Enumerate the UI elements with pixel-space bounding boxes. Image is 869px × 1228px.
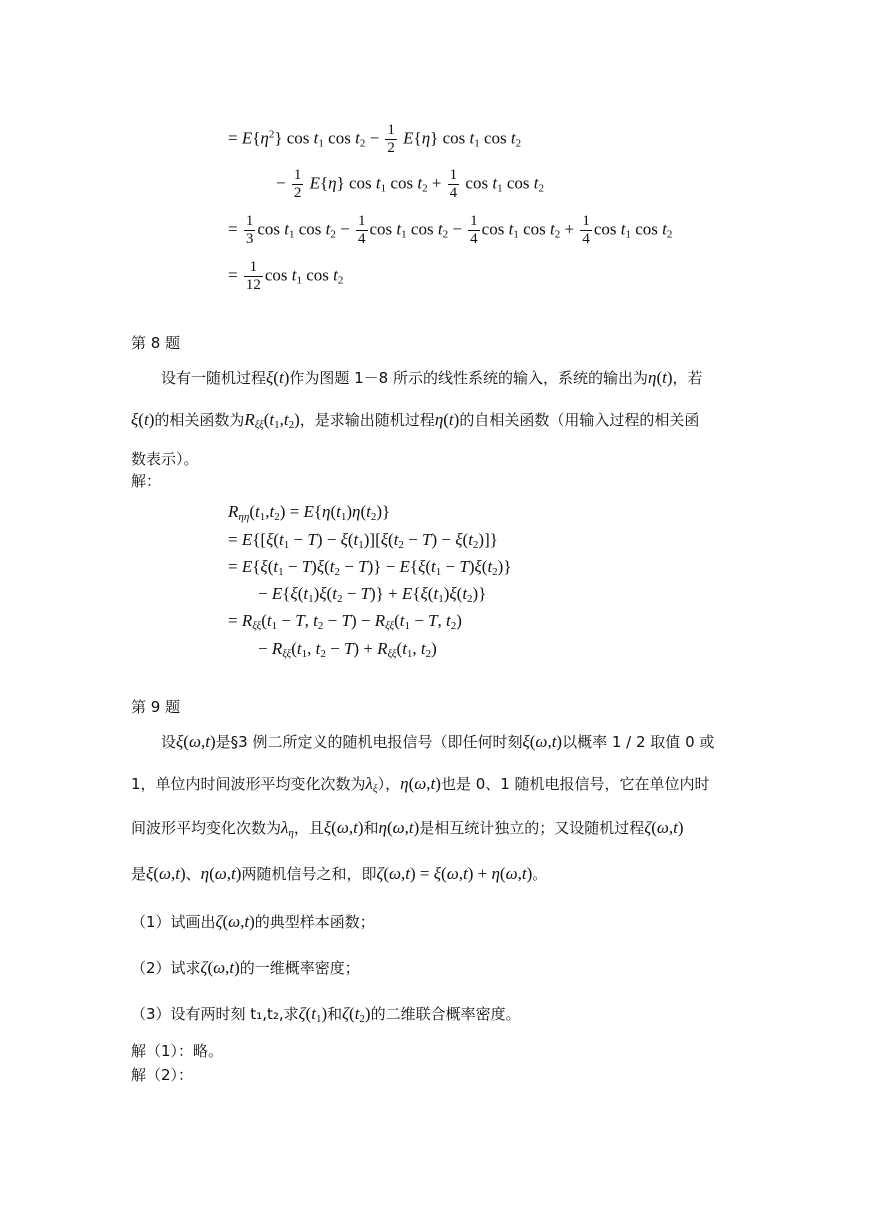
q8-eq-1: $R_{\eta\eta}(t_1,t_2) = E\{\eta(t_1)\eta(t_2)\}$ [228, 502, 391, 523]
q9-item-3: （3）设有两时刻 t₁,t₂,求$\zeta(t_1)$和$\zeta(t_2)$的二维联合概率密度。 [131, 1004, 521, 1025]
q9-para-line-4: 是ξ(ω,t)、η(ω,t)两随机信号之和，即ζ(ω,t) = ξ(ω,t) + η(ω,t)。 [131, 864, 548, 883]
q7-eq-line-1: = $E\{\eta^2\}$ $\cos t_1$ $\cos t_2$ − $\frac{1}{2}$ E{η} $\cos t_1$ $\cos t_2$ [228, 122, 522, 156]
q8-para-line-3: 数表示）。 [131, 450, 199, 468]
q9-para-line-1: 设ξ(ω,t)是§3 例二所定义的随机电报信号（即任何时刻ξ(ω,t)以概率 1 / 2 取值 0 或 [161, 732, 715, 751]
q8-heading: 第 8 题 [131, 334, 181, 352]
q8-eq-3: = $E\{\xi(t_1 - T)\xi(t_2 - T)\} - E\{\xi(t_1 - T)\xi(t_2)\}$ [228, 557, 512, 578]
q8-eq-6: − $R_{\xi\xi}(t_1$, $t_2 - T) + R_{\xi\xi}(t_1$, $t_2$) [258, 639, 437, 660]
q9-item-1: （1）试画出ζ(ω,t)的典型样本函数； [131, 912, 375, 931]
q7-eq-line-2: − $\frac{1}{2}$ E{η} $\cos t_1$ $\cos t_2$ + $\frac{1}{4}$ $\cos t_1$ $\cos t_2$ [276, 167, 544, 201]
q9-heading: 第 9 题 [131, 698, 181, 716]
q7-eq-line-4: = $\frac{1}{12}$ $\cos t_1$ $\cos t_2$ [228, 259, 344, 293]
q9-solution-1: 解（1）：略。 [131, 1042, 224, 1060]
q9-para-line-2: 1，单位内时间波形平均变化次数为$\lambda_\xi$），η(ω,t)也是 0、1 随机电报信号，它在单位内时 [131, 774, 710, 795]
q7-eq-line-3: = $\frac{1}{3}$ $\cos t_1$ $\cos t_2$ − $\frac{1}{4}$ $\cos t_1$ $\cos t_2$ − $\frac{1}{4}$ $\cos t_1$ $\cos t_2$ + $\frac{1}{4}$ $\cos t_1$ $\cos t_2$ [228, 213, 673, 247]
q8-solution-label: 解： [131, 472, 162, 490]
q8-para-line-1: 设有一随机过程ξ(t)作为图题 1－8 所示的线性系统的输入，系统的输出为η(t)，若 [161, 368, 703, 387]
q9-solution-2: 解（2）： [131, 1066, 194, 1084]
q8-eq-2: = $E\{[\xi(t_1 - T) - \xi(t_1)][\xi(t_2 - T) - \xi(t_2)]\}$ [228, 530, 498, 551]
q8-eq-4: − $E\{\xi(t_1)\xi(t_2 - T)\} + E\{\xi(t_1)\xi(t_2)\}$ [258, 584, 487, 605]
q8-para-line-2: ξ(t)的相关函数为$R_{\xi\xi}(t_1,t_2)$，是求输出随机过程η(t)的自相关函数（用输入过程的相关函 [131, 410, 700, 431]
q9-para-line-3: 间波形平均变化次数为$\lambda_\eta$，且ξ(ω,t)和η(ω,t)是相互统计独立的；又设随机过程ζ(ω,t) [131, 818, 684, 839]
q8-eq-5: = $R_{\xi\xi}(t_1 - T$, $t_2 - T) - R_{\xi\xi}(t_1 - T$, $t_2$) [228, 611, 462, 632]
q9-item-2: （2）试求ζ(ω,t)的一维概率密度； [131, 958, 360, 977]
